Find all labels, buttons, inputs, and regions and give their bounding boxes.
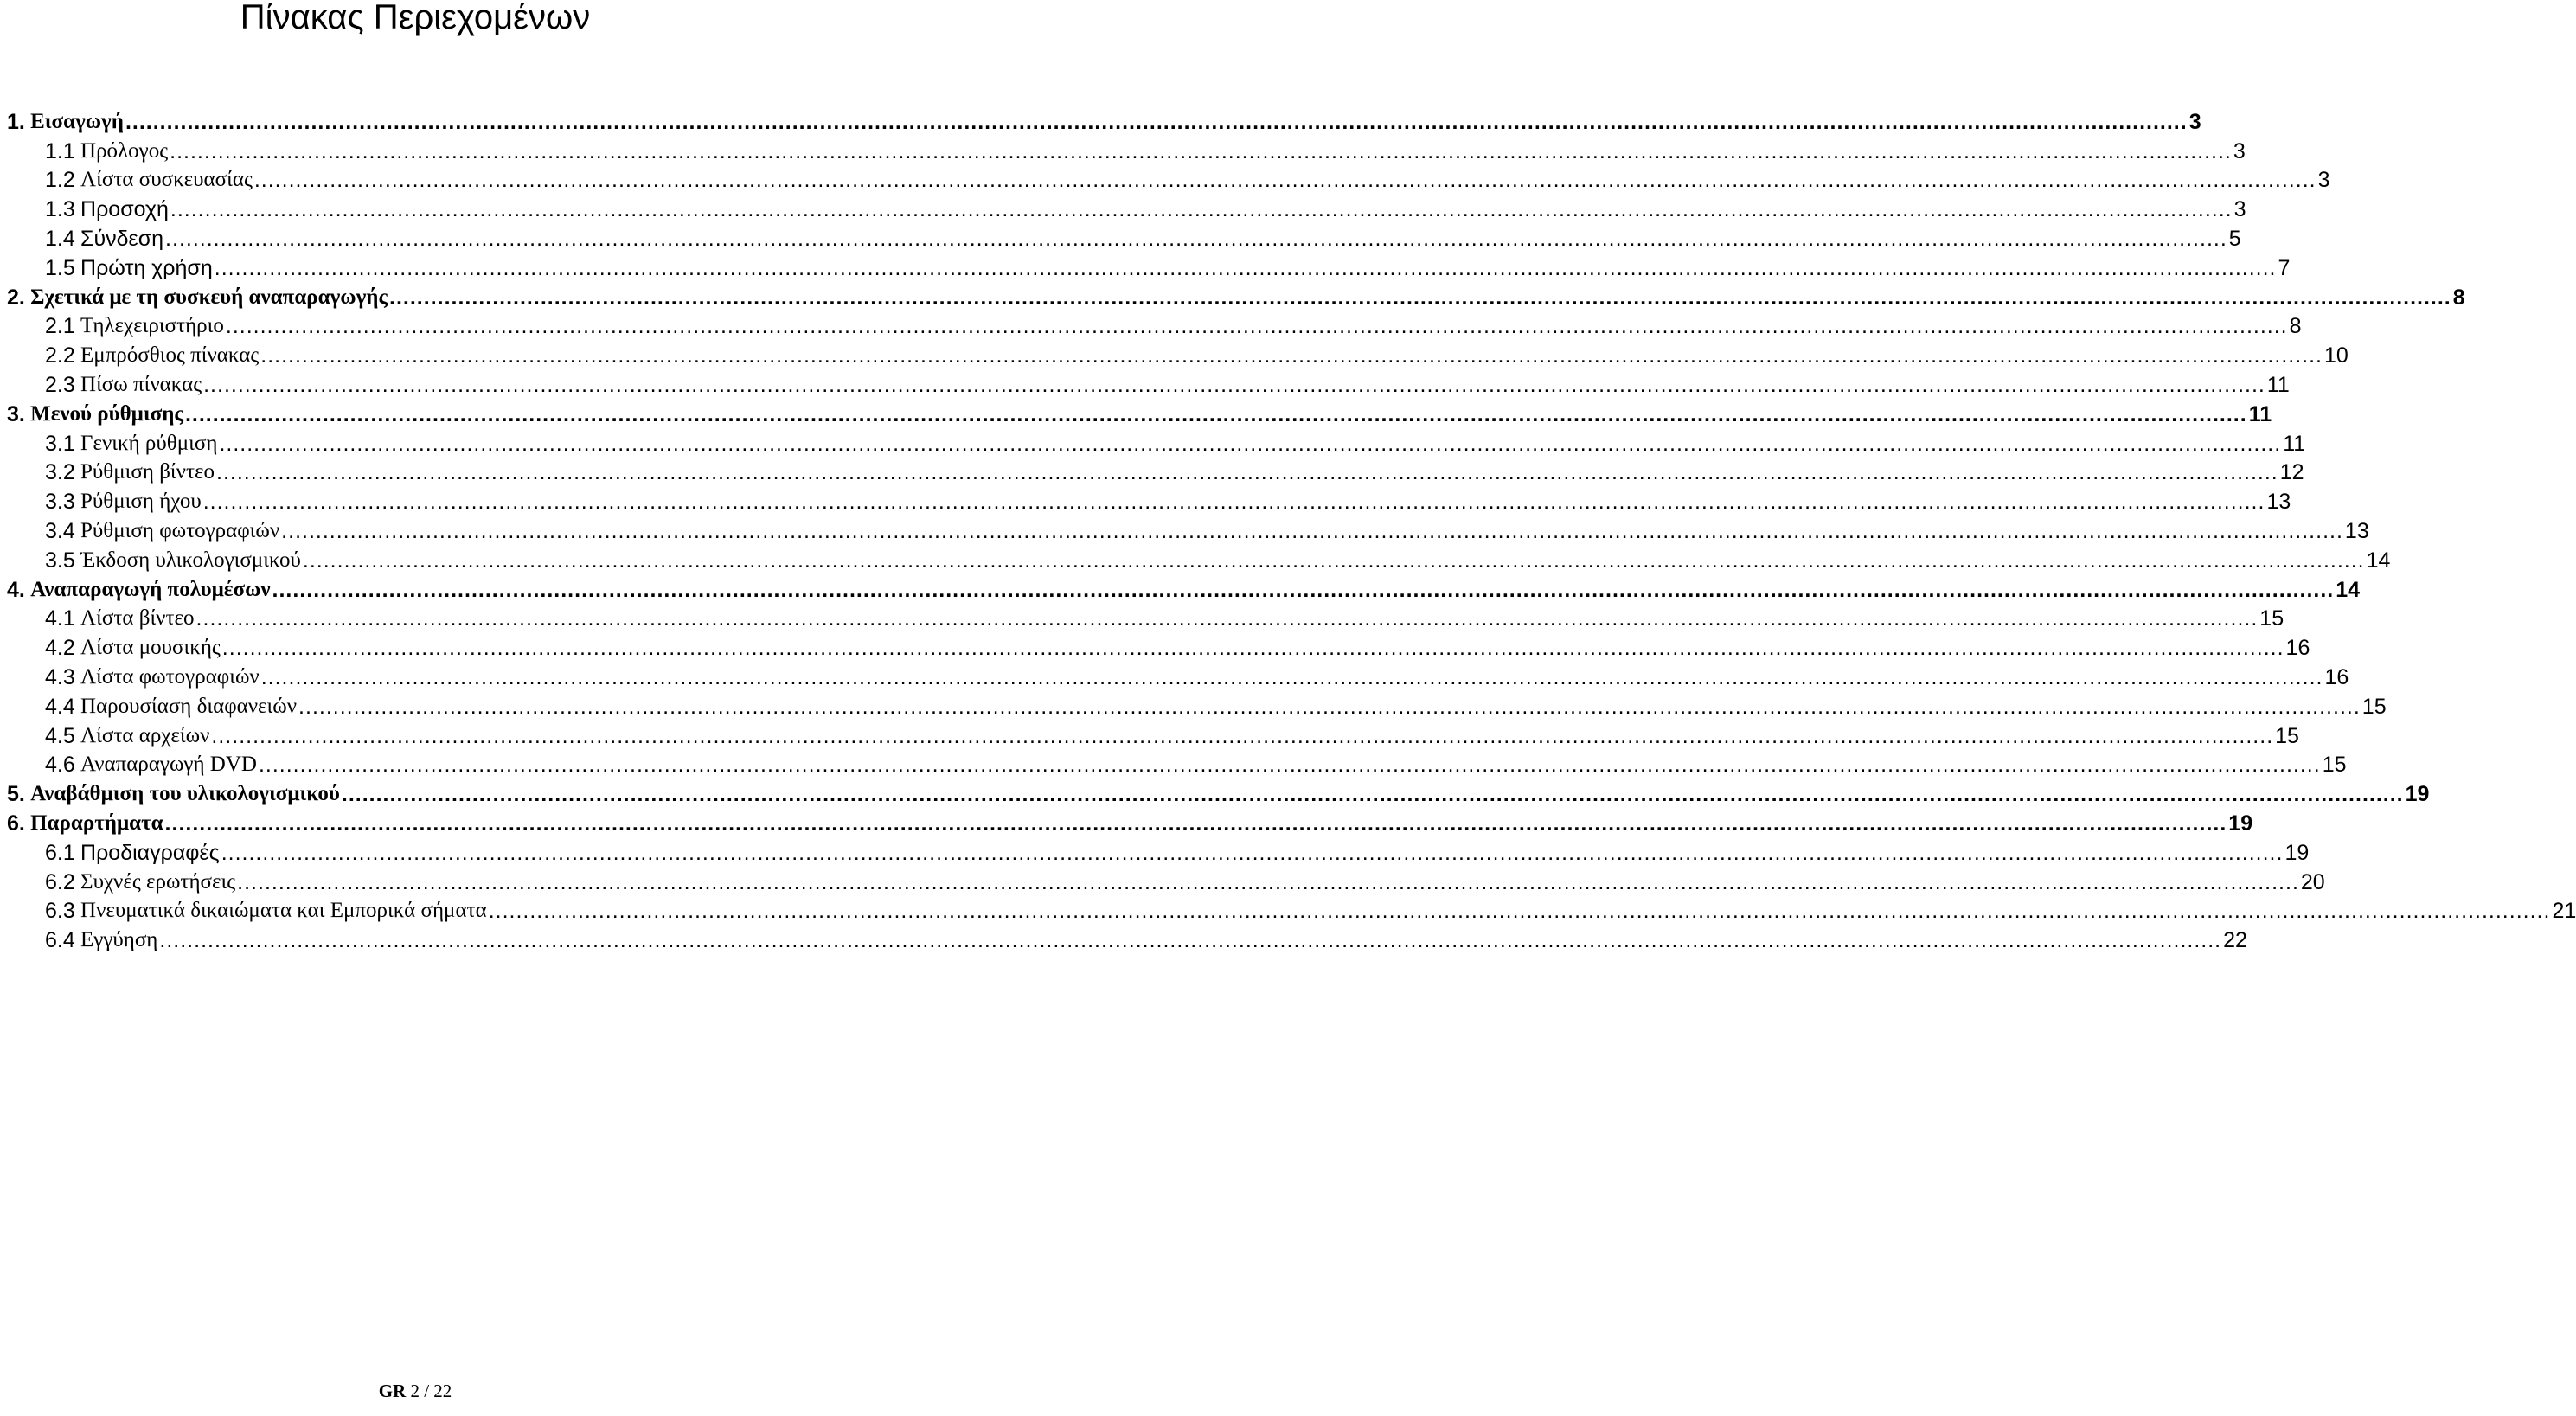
toc-entry[interactable] bbox=[0, 224, 2241, 253]
toc-entry-page: 8 bbox=[2452, 285, 2465, 310]
dot-leader: ............................................................................................................................................................................................................................................................................................................ bbox=[159, 928, 2222, 953]
toc-entry-page: 11 bbox=[2266, 373, 2290, 398]
toc-entry-number: 4.1 bbox=[45, 606, 75, 631]
dot-leader: ............................................................................................................................................................................................................................................................................................................ bbox=[341, 782, 2404, 807]
toc-entry-label: Συχνές ερωτήσεις bbox=[80, 869, 236, 894]
toc-entry-page: 11 bbox=[2248, 401, 2272, 426]
toc-entry-page: 3 bbox=[2317, 168, 2330, 193]
toc-entry-label: Εγγύηση bbox=[80, 928, 158, 952]
toc-entry-page: 8 bbox=[2289, 314, 2302, 339]
toc-entry-number: 2.2 bbox=[45, 343, 75, 368]
dot-leader: ............................................................................................................................................................................................................................................................................................................ bbox=[253, 168, 2316, 193]
toc-entry-page: 3 bbox=[2233, 197, 2246, 222]
toc-entry-label: Έκδοση υλικολογισμικού bbox=[80, 548, 301, 572]
toc-entry[interactable] bbox=[0, 575, 2361, 605]
toc-entry-number: 2.3 bbox=[45, 373, 75, 398]
toc-entry-label: Τηλεχειριστήριο bbox=[80, 314, 224, 338]
dot-leader: ............................................................................................................................................................................................................................................................................................................ bbox=[272, 577, 2335, 602]
toc-entry-number: 5. bbox=[7, 782, 25, 807]
toc-entry-page: 19 bbox=[2284, 840, 2310, 865]
toc-entry[interactable] bbox=[0, 107, 2201, 137]
toc-entry-page: 15 bbox=[2361, 694, 2387, 719]
toc-entry-label: Σχετικά με τη συσκευή αναπαραγωγής bbox=[30, 285, 388, 309]
toc-entry-number: 1.3 bbox=[45, 197, 75, 222]
toc-entry-number: 4.5 bbox=[45, 723, 75, 748]
toc-entry-number: 3. bbox=[7, 401, 25, 426]
toc-entry-label: Πρώτη χρήση bbox=[80, 255, 213, 280]
toc-entry[interactable] bbox=[0, 137, 2246, 166]
toc-entry-label: Σύνδεση bbox=[80, 227, 164, 252]
toc-entry-number: 1. bbox=[7, 109, 25, 134]
language-code: GR bbox=[378, 1381, 407, 1401]
toc-entry-label: Προδιαγραφές bbox=[80, 840, 220, 865]
toc-entry-number: 4.6 bbox=[45, 753, 75, 778]
dot-leader: ............................................................................................................................................................................................................................................................................................................ bbox=[195, 606, 2259, 631]
toc-entry-label: Αναπαραγωγή DVD bbox=[80, 753, 257, 777]
dot-leader: ............................................................................................................................................................................................................................................................................................................ bbox=[225, 314, 2288, 339]
toc-entry-number: 3.3 bbox=[45, 490, 75, 515]
toc-entry-label: Ρύθμιση φωτογραφιών bbox=[80, 519, 280, 543]
toc-entry-number: 3.4 bbox=[45, 519, 75, 544]
toc-entry-number: 3.5 bbox=[45, 548, 75, 573]
toc-entry-page: 16 bbox=[2324, 665, 2349, 690]
toc-entry-number: 4.4 bbox=[45, 694, 75, 719]
toc-entry-number: 1.5 bbox=[45, 255, 75, 280]
toc-entry-number: 6.3 bbox=[45, 899, 75, 924]
dot-leader: ............................................................................................................................................................................................................................................................................................................ bbox=[164, 811, 2227, 836]
toc-entry-page: 14 bbox=[2336, 577, 2361, 602]
toc-entry-number: 3.1 bbox=[45, 431, 75, 456]
dot-leader: ............................................................................................................................................................................................................................................................................................................ bbox=[302, 548, 2365, 573]
toc-entry-label: Παρουσίαση διαφανειών bbox=[80, 694, 298, 718]
toc-entry-number: 2. bbox=[7, 285, 25, 310]
dot-leader: ............................................................................................................................................................................................................................................................................................................ bbox=[211, 723, 2274, 748]
dot-leader: ............................................................................................................................................................................................................................................................................................................ bbox=[221, 840, 2284, 865]
toc-entry[interactable] bbox=[0, 370, 2290, 400]
toc-entry-label: Λίστα μουσικής bbox=[80, 636, 221, 660]
toc-entry-label: Πρόλογος bbox=[80, 138, 169, 163]
toc-entry-label: Πίσω πίνακας bbox=[80, 373, 202, 397]
toc-entry[interactable] bbox=[0, 868, 2325, 897]
dot-leader: ............................................................................................................................................................................................................................................................................................................ bbox=[260, 665, 2323, 690]
toc-entry-label: Λίστα βίντεο bbox=[80, 606, 195, 631]
toc-entry-number: 4. bbox=[7, 577, 25, 602]
toc-entry-page: 16 bbox=[2285, 636, 2310, 661]
toc-entry[interactable] bbox=[0, 283, 2465, 312]
toc-entry-page: 3 bbox=[2188, 109, 2201, 134]
toc-entry[interactable] bbox=[0, 751, 2347, 780]
dot-leader: ............................................................................................................................................................................................................................................................................................................ bbox=[488, 899, 2551, 924]
toc-entry[interactable] bbox=[0, 779, 2430, 809]
dot-leader: ............................................................................................................................................................................................................................................................................................................ bbox=[165, 227, 2227, 252]
toc-entry-label: Πνευματικά δικαιώματα και Εμπορικά σήματα bbox=[80, 899, 487, 923]
toc-entry-number: 6.2 bbox=[45, 869, 75, 894]
toc-entry-number: 1.1 bbox=[45, 138, 75, 163]
toc-entry-number: 2.1 bbox=[45, 314, 75, 339]
toc-entry-number: 4.2 bbox=[45, 636, 75, 661]
page-title: Πίνακας Περιεχομένων bbox=[240, 0, 591, 36]
toc-entry[interactable] bbox=[0, 897, 2576, 926]
toc-entry-page: 3 bbox=[2233, 138, 2246, 163]
toc-entry-page: 10 bbox=[2324, 343, 2349, 368]
toc-entry[interactable] bbox=[0, 195, 2246, 224]
toc-entry[interactable] bbox=[0, 166, 2330, 195]
dot-leader: ............................................................................................................................................................................................................................................................................................................ bbox=[219, 431, 2282, 456]
toc-entry[interactable] bbox=[0, 429, 2306, 458]
toc-entry-page: 15 bbox=[2259, 606, 2284, 631]
dot-leader: ............................................................................................................................................................................................................................................................................................................ bbox=[221, 636, 2284, 661]
dot-leader: ............................................................................................................................................................................................................................................................................................................ bbox=[258, 753, 2321, 778]
dot-leader: ............................................................................................................................................................................................................................................................................................................ bbox=[170, 138, 2232, 163]
toc-entry[interactable] bbox=[0, 458, 2304, 488]
dot-leader: ............................................................................................................................................................................................................................................................................................................ bbox=[170, 197, 2233, 222]
toc-entry-page: 11 bbox=[2283, 431, 2306, 456]
dot-leader: ............................................................................................................................................................................................................................................................................................................ bbox=[203, 373, 2265, 398]
toc-entry-page: 13 bbox=[2344, 519, 2369, 544]
toc-entry-page: 22 bbox=[2223, 928, 2247, 953]
dot-leader: ............................................................................................................................................................................................................................................................................................................ bbox=[214, 255, 2277, 280]
toc-entry-page: 15 bbox=[2322, 753, 2347, 778]
toc-entry-page: 14 bbox=[2366, 548, 2391, 573]
toc-entry[interactable] bbox=[0, 341, 2349, 370]
toc-entry[interactable] bbox=[0, 926, 2247, 955]
toc-entry[interactable] bbox=[0, 663, 2349, 692]
toc-entry-label: Λίστα συσκευασίας bbox=[80, 168, 253, 192]
toc-entry-number: 1.2 bbox=[45, 168, 75, 193]
toc-entry-page: 21 bbox=[2552, 899, 2576, 924]
toc-entry-label: Αναβάθμιση του υλικολογισμικού bbox=[30, 782, 340, 806]
toc-entry[interactable] bbox=[0, 400, 2272, 429]
toc-entry-number: 3.2 bbox=[45, 460, 75, 485]
toc-entry-number: 6. bbox=[7, 811, 25, 836]
toc-entry-page: 5 bbox=[2228, 227, 2241, 252]
toc-entry-label: Ρύθμιση βίντεο bbox=[80, 460, 215, 484]
toc-entry[interactable] bbox=[0, 809, 2253, 838]
toc-entry-label: Προσοχή bbox=[80, 197, 169, 222]
toc-entry[interactable] bbox=[0, 838, 2310, 868]
toc-entry-page: 15 bbox=[2275, 723, 2299, 748]
dot-leader: ............................................................................................................................................................................................................................................................................................................ bbox=[184, 401, 2247, 426]
toc-entry[interactable] bbox=[0, 546, 2391, 575]
toc-entry[interactable] bbox=[0, 312, 2302, 342]
toc-entry-number: 6.1 bbox=[45, 840, 75, 865]
dot-leader: ............................................................................................................................................................................................................................................................................................................ bbox=[237, 869, 2299, 894]
toc-entry-label: Εμπρόσθιος πίνακας bbox=[80, 343, 260, 368]
dot-leader: ............................................................................................................................................................................................................................................................................................................ bbox=[298, 694, 2361, 719]
toc-entry-page: 7 bbox=[2278, 255, 2291, 280]
toc-entry[interactable] bbox=[0, 633, 2310, 663]
toc-entry-page: 19 bbox=[2405, 782, 2430, 807]
dot-leader: ............................................................................................................................................................................................................................................................................................................ bbox=[281, 519, 2343, 544]
dot-leader: ............................................................................................................................................................................................................................................................................................................ bbox=[216, 460, 2278, 485]
toc-entry-number: 6.4 bbox=[45, 928, 75, 953]
toc-entry-page: 20 bbox=[2300, 869, 2325, 894]
toc-entry-number: 4.3 bbox=[45, 665, 75, 690]
dot-leader: ............................................................................................................................................................................................................................................................................................................ bbox=[125, 109, 2188, 134]
dot-leader: ............................................................................................................................................................................................................................................................................................................ bbox=[389, 285, 2451, 310]
toc-entry-number: 1.4 bbox=[45, 227, 75, 252]
table-of-contents bbox=[0, 107, 2576, 955]
toc-entry-label: Αναπαραγωγή πολυμέσων bbox=[30, 577, 271, 601]
dot-leader: ............................................................................................................................................................................................................................................................................................................ bbox=[260, 343, 2323, 368]
dot-leader: ............................................................................................................................................................................................................................................................................................................ bbox=[202, 490, 2265, 515]
toc-entry-label: Εισαγωγή bbox=[30, 109, 124, 133]
toc-entry[interactable] bbox=[0, 253, 2291, 283]
toc-entry[interactable] bbox=[0, 692, 2387, 721]
toc-entry-label: Λίστα φωτογραφιών bbox=[80, 665, 260, 689]
toc-entry-label: Λίστα αρχείων bbox=[80, 723, 210, 747]
toc-entry[interactable] bbox=[0, 721, 2299, 751]
toc-entry-page: 13 bbox=[2266, 490, 2291, 515]
toc-entry[interactable] bbox=[0, 605, 2284, 634]
toc-entry-label: Μενού ρύθμισης bbox=[30, 401, 183, 426]
toc-entry[interactable] bbox=[0, 487, 2291, 516]
toc-entry-label: Παραρτήματα bbox=[30, 811, 163, 836]
toc-entry-page: 19 bbox=[2228, 811, 2253, 836]
toc-entry[interactable] bbox=[0, 516, 2369, 546]
toc-entry-page: 12 bbox=[2279, 460, 2304, 485]
page-number: 2 / 22 bbox=[410, 1381, 452, 1401]
page-footer bbox=[0, 1381, 830, 1401]
toc-entry-label: Γενική ρύθμιση bbox=[80, 431, 218, 455]
toc-entry-label: Ρύθμιση ήχου bbox=[80, 490, 202, 514]
